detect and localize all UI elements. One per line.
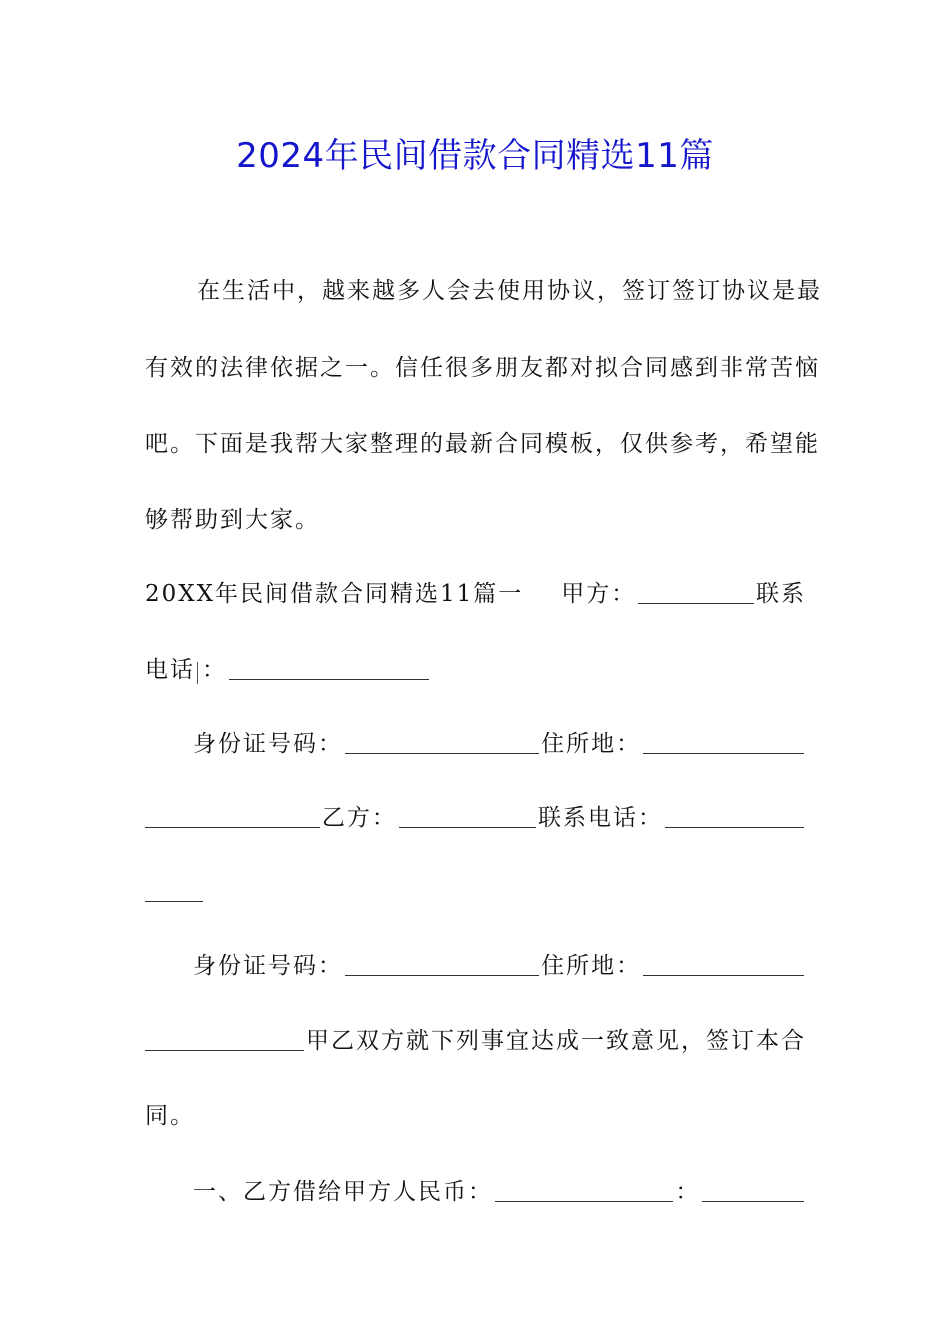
- intro-line-1: [145, 265, 822, 305]
- phone-a-blank: [229, 673, 429, 680]
- agreement-line-2: [145, 1090, 806, 1130]
- intro-text-4: 够帮助到大家。: [145, 507, 320, 533]
- intro-line-3: [145, 418, 820, 458]
- addr-b-label: 住所地：: [541, 953, 642, 979]
- agreement-line-1: [145, 1015, 806, 1055]
- item-1-amount-blank: [495, 1195, 673, 1202]
- phone-b-blank: [665, 821, 804, 828]
- phone-b-continued-line: [145, 866, 806, 906]
- section-heading: 20XX年民间借款合同精选11篇一: [145, 581, 524, 607]
- id-b-blank: [345, 969, 539, 976]
- agreement-text-2: 同。: [145, 1103, 195, 1129]
- document-title: 2024年民间借款合同精选11篇: [236, 136, 714, 176]
- addr-a-label: 住所地：: [541, 731, 642, 757]
- party-a-label: 甲方：: [561, 581, 637, 607]
- party-a-blank: [638, 597, 754, 604]
- contact-label: 联系: [756, 581, 806, 607]
- item-1-text: 一、乙方借给甲方人民币：: [193, 1179, 493, 1205]
- phone-b-blank-continued: [145, 895, 203, 902]
- party-b-blank: [399, 821, 536, 828]
- addr-b-blank-continued: [145, 1044, 304, 1051]
- phone-b-label: 联系电话：: [537, 805, 663, 831]
- phone-a-prefix: 电话: [145, 657, 195, 683]
- intro-text-3: 吧。下面是我帮大家整理的最新合同模板，仅供参考，希望能: [145, 431, 820, 457]
- phone-a-colon: ：: [202, 657, 227, 683]
- party-b-label: 乙方：: [321, 805, 397, 831]
- party-b-line: [145, 792, 806, 832]
- id-b-line: [145, 940, 806, 980]
- section-heading-line: [145, 568, 806, 608]
- phone-a-line: [145, 644, 806, 684]
- intro-line-4: [145, 494, 806, 534]
- addr-a-blank: [643, 747, 804, 754]
- intro-text-1: 在生活中，越来越多人会去使用协议，签订签订协议是最: [197, 278, 822, 304]
- addr-b-blank: [643, 969, 804, 976]
- item-1-colon: ：: [675, 1179, 701, 1205]
- intro-text-2: 有效的法律依据之一。信任很多朋友都对拟合同感到非常苦恼: [145, 355, 820, 381]
- item-1-line: [145, 1166, 806, 1206]
- agreement-text-1: 甲乙双方就下列事宜达成一致意见，签订本合: [306, 1028, 806, 1054]
- id-b-label: 身份证号码：: [193, 953, 343, 979]
- addr-a-blank-continued: [145, 821, 320, 828]
- item-1-second-blank: [702, 1195, 804, 1202]
- id-a-label: 身份证号码：: [193, 731, 343, 757]
- intro-line-2: [145, 342, 820, 382]
- id-a-line: [145, 718, 806, 758]
- id-a-blank: [345, 747, 539, 754]
- text-cursor: [197, 662, 198, 684]
